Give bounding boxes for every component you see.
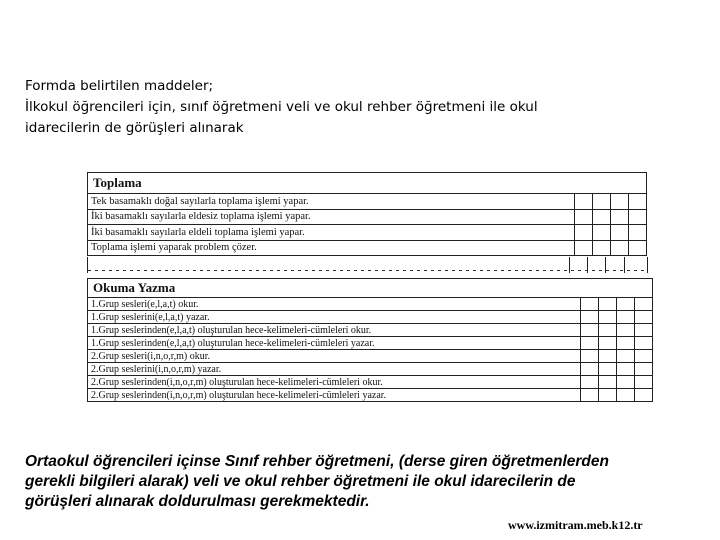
mark-cell xyxy=(617,324,635,337)
table-row xyxy=(88,311,653,324)
table-row-label: 2.Grup seslerinden(i,n,o,r,m) oluşturulan hece-kelimeleri-cümleleri yazar. xyxy=(88,389,581,402)
mark-cell xyxy=(629,225,647,241)
mark-cell xyxy=(581,389,599,402)
mark-cell xyxy=(599,389,617,402)
mark-cell xyxy=(593,240,611,256)
mark-cell xyxy=(611,225,629,241)
mark-cell xyxy=(617,389,635,402)
table-row xyxy=(88,376,653,389)
mark-cell xyxy=(635,324,653,337)
table-title: Okuma Yazma xyxy=(88,279,653,298)
mark-cell xyxy=(629,240,647,256)
table-header-row xyxy=(88,279,653,298)
mark-cell xyxy=(599,350,617,363)
table-row xyxy=(88,337,653,350)
table-row-label: Tek basamaklı doğal sayılarla toplama işlemi yapar. xyxy=(88,194,575,210)
mark-cell xyxy=(617,350,635,363)
mark-cell xyxy=(581,311,599,324)
mark-cell xyxy=(581,376,599,389)
outro-text xyxy=(25,452,715,512)
table-row-label: 1.Grup sesleri(e,l,a,t) okur. xyxy=(88,298,581,311)
table-header-row xyxy=(88,173,647,194)
table-row-label: İki basamaklı sayılarla eldesiz toplama işlemi yapar. xyxy=(88,209,575,225)
mark-cell xyxy=(617,311,635,324)
table-row-label: 1.Grup seslerini(e,l,a,t) yazar. xyxy=(88,311,581,324)
table-row-label: Toplama işlemi yaparak problem çözer. xyxy=(88,240,575,256)
mark-cell xyxy=(581,350,599,363)
mark-cell xyxy=(635,363,653,376)
reading-writing-table xyxy=(87,278,653,402)
outro-line-1: Ortaokul öğrencileri içinse Sınıf rehber öğretmeni, (derse giren öğretmenlerden xyxy=(25,453,609,470)
mark-cell xyxy=(635,350,653,363)
table-row-label: 2.Grup seslerini(i,n,o,r,m) yazar. xyxy=(88,363,581,376)
mark-cell xyxy=(593,194,611,210)
table-row xyxy=(88,240,647,256)
mark-cell xyxy=(617,337,635,350)
intro-line-2: İlkokul öğrencileri için, sınıf öğretmeni veli ve okul rehber öğretmeni ile okul xyxy=(25,99,538,115)
mark-cell xyxy=(599,298,617,311)
intro-text xyxy=(25,76,685,139)
table-row xyxy=(88,363,653,376)
mark-cell xyxy=(599,311,617,324)
table-row xyxy=(88,209,647,225)
mark-cell xyxy=(581,324,599,337)
mark-cell xyxy=(611,240,629,256)
table-row xyxy=(88,324,653,337)
mark-cell xyxy=(629,194,647,210)
mark-cell xyxy=(599,363,617,376)
mark-cell xyxy=(635,298,653,311)
intro-line-3: idarecilerin de görüşleri alınarak xyxy=(25,120,244,136)
mark-cell xyxy=(611,209,629,225)
table-cut-edge xyxy=(87,257,648,273)
mark-cell xyxy=(635,389,653,402)
mark-cell xyxy=(617,298,635,311)
mark-cell xyxy=(635,376,653,389)
cut-line xyxy=(88,270,648,271)
footer-url: www.izmitram.meb.k12.tr xyxy=(508,518,643,532)
mark-cell xyxy=(617,376,635,389)
table-row xyxy=(88,389,653,402)
outro-line-3: görüşleri alınarak doldurulması gerekmektedir. xyxy=(25,493,370,510)
table-row-label: 1.Grup seslerinden(e,l,a,t) oluşturulan hece-kelimeleri-cümleleri okur. xyxy=(88,324,581,337)
mark-cell xyxy=(581,363,599,376)
table-row xyxy=(88,298,653,311)
mark-cell xyxy=(599,337,617,350)
mark-cell xyxy=(593,209,611,225)
addition-table xyxy=(87,172,647,256)
mark-cell xyxy=(581,298,599,311)
mark-cell xyxy=(575,209,593,225)
table-row xyxy=(88,194,647,210)
mark-cell xyxy=(635,311,653,324)
table-row-label: 1.Grup seslerinden(e,l,a,t) oluşturulan hece-kelimeleri-cümleleri yazar. xyxy=(88,337,581,350)
table-row-label: 2.Grup seslerinden(i,n,o,r,m) oluşturulan hece-kelimeleri-cümleleri okur. xyxy=(88,376,581,389)
mark-cell xyxy=(611,194,629,210)
mark-cell xyxy=(629,209,647,225)
mark-cell xyxy=(617,363,635,376)
mark-cell xyxy=(599,376,617,389)
mark-cell xyxy=(581,337,599,350)
table-title: Toplama xyxy=(88,173,647,194)
mark-cell xyxy=(593,225,611,241)
table-row-label: 2.Grup sesleri(i,n,o,r,m) okur. xyxy=(88,350,581,363)
mark-cell xyxy=(635,337,653,350)
mark-cell xyxy=(575,194,593,210)
mark-cell xyxy=(599,324,617,337)
intro-line-1: Formda belirtilen maddeler; xyxy=(25,78,214,94)
table-row-label: İki basamaklı sayılarla eldeli toplama işlemi yapar. xyxy=(88,225,575,241)
mark-cell xyxy=(575,225,593,241)
table-row xyxy=(88,225,647,241)
outro-line-2: gerekli bilgileri alarak) veli ve okul rehber öğretmeni ile okul idarecilerin de xyxy=(25,473,576,490)
mark-cell xyxy=(575,240,593,256)
table-row xyxy=(88,350,653,363)
